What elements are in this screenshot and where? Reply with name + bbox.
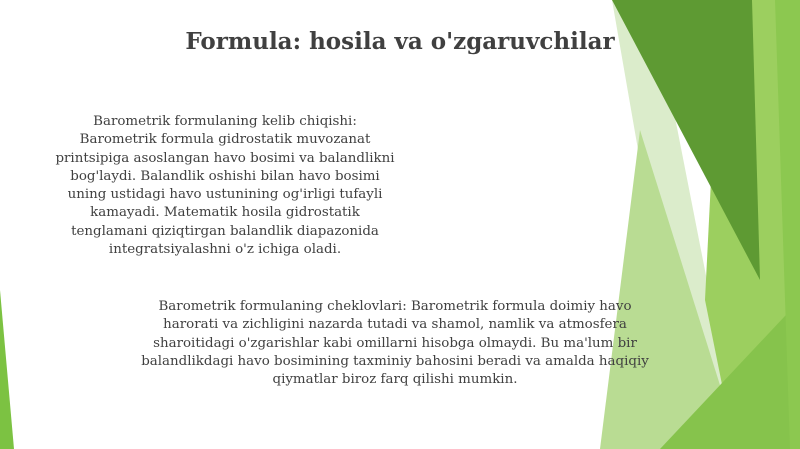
paragraph-limitations: Barometrik formulaning cheklovlari: Barometrik formula doimiy havo harorati va zichligini nazarda tutadi va shamol, namlik va atmosfera sharoitidagi o'zgarishlar kabi omillarni hisobga olmaydi. Bu ma'lum bir balandlikdagi havo bosimining taxminiy bahosini beradi va amalda haqiqiy qiymatlar biroz farq qilishi mumkin. bbox=[141, 299, 649, 388]
paragraph-derivation: Barometrik formulaning kelib chiqishi: Barometrik formula gidrostatik muvozanat printsipiga asoslangan havo bosimi va balandlikni bog'laydi. Balandlik oshishi bilan havo bosimi uning ustidagi havo ustunining og'irligi tufayli kamayadi. Matematik hosila gidrostatik tenglamani qiziqtirgan balandlik diapazonida integratsiyalashni o'z ichiga oladi. bbox=[55, 114, 395, 258]
left-green-sliver bbox=[0, 290, 14, 449]
slide-title: Formula: hosila va o'zgaruvchilar bbox=[185, 28, 615, 55]
